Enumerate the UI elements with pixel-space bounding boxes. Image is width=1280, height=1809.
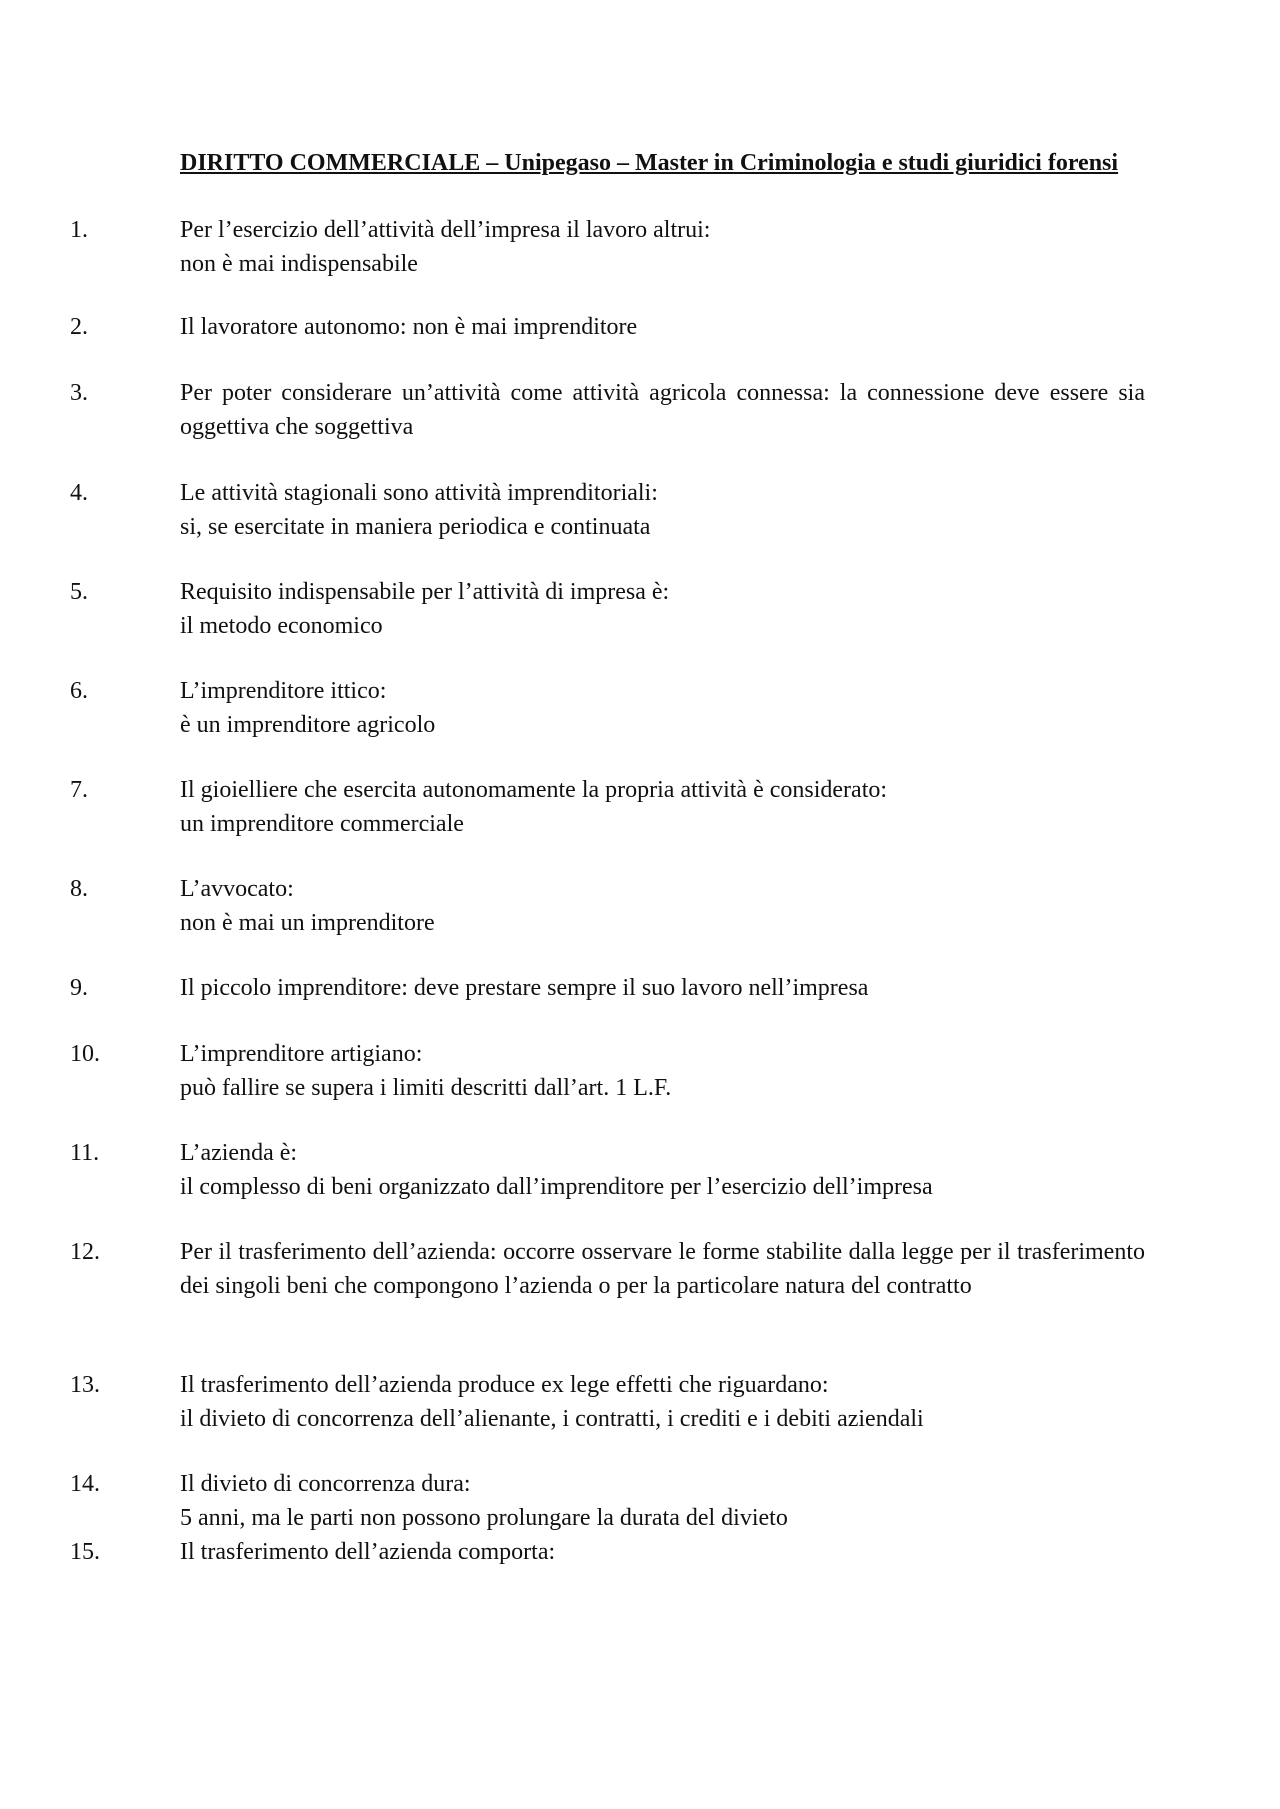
item-question: Il gioielliere che esercita autonomamente la propria attività è considerato:: [180, 777, 888, 803]
item-question: Le attività stagionali sono attività imprenditoriali:: [180, 480, 658, 506]
item-number: 6.: [70, 678, 88, 704]
item-question: L’imprenditore ittico:: [180, 678, 387, 704]
item-answer: non è mai un imprenditore: [180, 910, 435, 936]
document-title: DIRITTO COMMERCIALE – Unipegaso – Master in Criminologia e studi giuridici forensi: [180, 150, 1119, 176]
item-number: 15.: [70, 1539, 100, 1565]
item-answer: non è mai indispensabile: [180, 251, 418, 277]
item-number: 1.: [70, 217, 88, 243]
item-question: Il divieto di concorrenza dura:: [180, 1471, 471, 1497]
item-question: L’imprenditore artigiano:: [180, 1041, 423, 1067]
item-number: 4.: [70, 480, 88, 506]
item-number: 8.: [70, 876, 88, 902]
item-question: Per poter considerare un’attività come attività agricola connessa: la connessione deve essere sia oggettiva che soggettiva: [180, 380, 1145, 440]
item-number: 2.: [70, 314, 88, 340]
item-question: Il piccolo imprenditore: deve prestare sempre il suo lavoro nell’impresa: [180, 975, 869, 1001]
item-answer: il complesso di beni organizzato dall’imprenditore per l’esercizio dell’impresa: [180, 1174, 933, 1200]
item-question: L’azienda è:: [180, 1140, 298, 1166]
item-number: 14.: [70, 1471, 100, 1497]
item-answer: è un imprenditore agricolo: [180, 712, 436, 738]
item-number: 10.: [70, 1041, 100, 1067]
item-number: 3.: [70, 380, 88, 406]
item-answer: si, se esercitate in maniera periodica e continuata: [180, 514, 651, 540]
item-answer: un imprenditore commerciale: [180, 811, 464, 837]
item-question: Il trasferimento dell’azienda comporta:: [180, 1539, 556, 1565]
item-question: Per l’esercizio dell’attività dell’impresa il lavoro altrui:: [180, 217, 711, 243]
item-number: 11.: [70, 1140, 100, 1166]
item-answer: il metodo economico: [180, 613, 383, 639]
item-question: Il trasferimento dell’azienda produce ex lege effetti che riguardano:: [180, 1372, 829, 1398]
item-number: 7.: [70, 777, 88, 803]
item-number: 12.: [70, 1239, 100, 1265]
item-answer: il divieto di concorrenza dell’alienante, i contratti, i crediti e i debiti aziendali: [180, 1406, 924, 1432]
item-answer: 5 anni, ma le parti non possono prolungare la durata del divieto: [180, 1505, 788, 1531]
item-number: 13.: [70, 1372, 100, 1398]
item-answer: può fallire se supera i limiti descritti dall’art. 1 L.F.: [180, 1075, 672, 1101]
item-question: Requisito indispensabile per l’attività di impresa è:: [180, 579, 670, 605]
item-question: L’avvocato:: [180, 876, 294, 902]
item-question: Per il trasferimento dell’azienda: occorre osservare le forme stabilite dalla legge per il trasferimento dei singoli beni che compongono l’azienda o per la particolare natura del contratto: [180, 1239, 1145, 1299]
item-question: Il lavoratore autonomo: non è mai imprenditore: [180, 314, 638, 340]
item-number: 9.: [70, 975, 88, 1001]
item-number: 5.: [70, 579, 88, 605]
